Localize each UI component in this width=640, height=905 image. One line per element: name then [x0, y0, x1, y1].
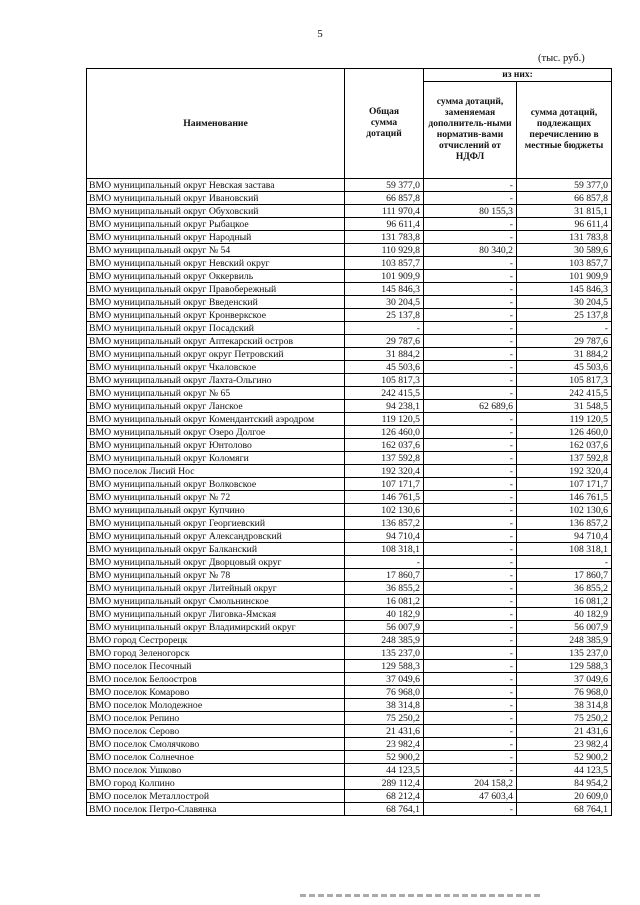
table-row	[87, 673, 612, 686]
row-replaced: 80 155,3	[424, 205, 517, 218]
row-name: ВМО поселок Песочный	[87, 660, 345, 673]
row-total: 135 237,0	[345, 647, 424, 660]
row-total: 105 817,3	[345, 374, 424, 387]
row-transfer: 108 318,1	[517, 543, 612, 556]
table-row	[87, 790, 612, 803]
row-total: 44 123,5	[345, 764, 424, 777]
row-name: ВМО муниципальный округ Лиговка-Ямская	[87, 608, 345, 621]
row-transfer: 66 857,8	[517, 192, 612, 205]
row-replaced: -	[424, 660, 517, 673]
row-name: ВМО муниципальный округ Волковское	[87, 478, 345, 491]
row-replaced: -	[424, 608, 517, 621]
row-transfer: 103 857,7	[517, 257, 612, 270]
row-total: 76 968,0	[345, 686, 424, 699]
row-replaced: -	[424, 465, 517, 478]
row-name: ВМО муниципальный округ Чкаловское	[87, 361, 345, 374]
row-name: ВМО город Зеленогорск	[87, 647, 345, 660]
table-row	[87, 582, 612, 595]
row-name: ВМО поселок Смолячково	[87, 738, 345, 751]
row-name: ВМО поселок Лисий Нос	[87, 465, 345, 478]
row-name: ВМО поселок Солнечное	[87, 751, 345, 764]
table-row	[87, 725, 612, 738]
table-row	[87, 647, 612, 660]
row-replaced: -	[424, 231, 517, 244]
row-transfer: 23 982,4	[517, 738, 612, 751]
row-replaced: -	[424, 309, 517, 322]
row-name: ВМО муниципальный округ Смольнинское	[87, 595, 345, 608]
row-replaced: -	[424, 413, 517, 426]
table-row	[87, 244, 612, 257]
row-total: 25 137,8	[345, 309, 424, 322]
row-transfer: 44 123,5	[517, 764, 612, 777]
table-row	[87, 569, 612, 582]
row-total: 45 503,6	[345, 361, 424, 374]
row-total: 131 783,8	[345, 231, 424, 244]
row-transfer: 146 761,5	[517, 491, 612, 504]
row-replaced: -	[424, 673, 517, 686]
row-transfer: 94 710,4	[517, 530, 612, 543]
row-name: ВМО муниципальный округ Введенский	[87, 296, 345, 309]
row-transfer: 56 007,9	[517, 621, 612, 634]
row-name: ВМО поселок Металлострой	[87, 790, 345, 803]
table-row	[87, 530, 612, 543]
row-replaced: 62 689,6	[424, 400, 517, 413]
table-row	[87, 478, 612, 491]
row-transfer: 30 589,6	[517, 244, 612, 257]
row-name: ВМО поселок Серово	[87, 725, 345, 738]
row-name: ВМО муниципальный округ № 78	[87, 569, 345, 582]
row-total: 137 592,8	[345, 452, 424, 465]
row-total: 30 204,5	[345, 296, 424, 309]
row-total: 119 120,5	[345, 413, 424, 426]
table-row	[87, 764, 612, 777]
row-total: 289 112,4	[345, 777, 424, 790]
row-name: ВМО муниципальный округ округ Петровский	[87, 348, 345, 361]
row-replaced: -	[424, 621, 517, 634]
table-row	[87, 491, 612, 504]
row-transfer: 119 120,5	[517, 413, 612, 426]
row-replaced: -	[424, 686, 517, 699]
row-transfer: 16 081,2	[517, 595, 612, 608]
table-row	[87, 231, 612, 244]
row-total: 36 855,2	[345, 582, 424, 595]
row-replaced: -	[424, 738, 517, 751]
row-total: 110 929,8	[345, 244, 424, 257]
row-total: 31 884,2	[345, 348, 424, 361]
row-replaced: -	[424, 322, 517, 335]
row-total: 242 415,5	[345, 387, 424, 400]
table-row	[87, 465, 612, 478]
row-total: 66 857,8	[345, 192, 424, 205]
row-total: 102 130,6	[345, 504, 424, 517]
row-transfer: 45 503,6	[517, 361, 612, 374]
table-row	[87, 556, 612, 569]
row-replaced: -	[424, 764, 517, 777]
row-replaced: -	[424, 348, 517, 361]
table-row	[87, 712, 612, 725]
table-row	[87, 621, 612, 634]
row-name: ВМО поселок Петро-Славянка	[87, 803, 345, 816]
row-replaced: -	[424, 543, 517, 556]
row-replaced: -	[424, 504, 517, 517]
row-replaced: 80 340,2	[424, 244, 517, 257]
row-name: ВМО муниципальный округ Купчино	[87, 504, 345, 517]
row-total: 59 377,0	[345, 179, 424, 192]
row-replaced: -	[424, 335, 517, 348]
row-name: ВМО город Сестрорецк	[87, 634, 345, 647]
row-total: 21 431,6	[345, 725, 424, 738]
row-name: ВМО муниципальный округ Лахта-Ольгино	[87, 374, 345, 387]
row-replaced: -	[424, 530, 517, 543]
table-row	[87, 413, 612, 426]
table-row	[87, 374, 612, 387]
row-transfer: 25 137,8	[517, 309, 612, 322]
table-row	[87, 504, 612, 517]
row-total: -	[345, 556, 424, 569]
row-total: 145 846,3	[345, 283, 424, 296]
table-row	[87, 699, 612, 712]
row-name: ВМО муниципальный округ Обуховский	[87, 205, 345, 218]
table-row	[87, 660, 612, 673]
row-total: 40 182,9	[345, 608, 424, 621]
row-transfer: 137 592,8	[517, 452, 612, 465]
row-transfer: 21 431,6	[517, 725, 612, 738]
table-row	[87, 309, 612, 322]
row-name: ВМО муниципальный округ Владимирский округ	[87, 621, 345, 634]
table-row	[87, 387, 612, 400]
row-name: ВМО муниципальный округ Ивановский	[87, 192, 345, 205]
row-replaced: -	[424, 257, 517, 270]
row-name: ВМО муниципальный округ Ланское	[87, 400, 345, 413]
row-transfer: 96 611,4	[517, 218, 612, 231]
row-total: 103 857,7	[345, 257, 424, 270]
row-replaced: -	[424, 283, 517, 296]
row-total: 146 761,5	[345, 491, 424, 504]
row-name: ВМО поселок Репино	[87, 712, 345, 725]
table-row	[87, 283, 612, 296]
row-total: 68 764,1	[345, 803, 424, 816]
row-transfer: 126 460,0	[517, 426, 612, 439]
table-row	[87, 322, 612, 335]
row-replaced: -	[424, 556, 517, 569]
table-row	[87, 270, 612, 283]
row-total: 37 049,6	[345, 673, 424, 686]
header-of-which: из них:	[424, 69, 612, 82]
table-row	[87, 634, 612, 647]
row-transfer: 40 182,9	[517, 608, 612, 621]
row-transfer: -	[517, 556, 612, 569]
row-replaced: -	[424, 296, 517, 309]
subsidies-table	[86, 68, 612, 816]
row-replaced: -	[424, 725, 517, 738]
row-replaced: -	[424, 712, 517, 725]
table-row	[87, 517, 612, 530]
row-transfer: 37 049,6	[517, 673, 612, 686]
row-name: ВМО муниципальный округ № 65	[87, 387, 345, 400]
table-row	[87, 439, 612, 452]
row-total: 248 385,9	[345, 634, 424, 647]
row-total: 68 212,4	[345, 790, 424, 803]
table-row	[87, 205, 612, 218]
row-name: ВМО муниципальный округ Озеро Долгое	[87, 426, 345, 439]
row-name: ВМО муниципальный округ Невский округ	[87, 257, 345, 270]
row-replaced: -	[424, 270, 517, 283]
row-replaced: -	[424, 803, 517, 816]
row-replaced: -	[424, 478, 517, 491]
row-total: 136 857,2	[345, 517, 424, 530]
header-transfer: сумма дотаций, подлежащих перечислению в местные бюджеты	[517, 82, 612, 179]
row-transfer: 20 609,0	[517, 790, 612, 803]
header-name: Наименование	[87, 69, 345, 179]
row-replaced: -	[424, 647, 517, 660]
row-transfer: 135 237,0	[517, 647, 612, 660]
row-transfer: 102 130,6	[517, 504, 612, 517]
table-row	[87, 452, 612, 465]
row-name: ВМО поселок Молодежное	[87, 699, 345, 712]
row-transfer: 38 314,8	[517, 699, 612, 712]
row-total: -	[345, 322, 424, 335]
table-row	[87, 192, 612, 205]
table-row	[87, 738, 612, 751]
row-replaced: -	[424, 439, 517, 452]
row-replaced: -	[424, 517, 517, 530]
footer-mark	[300, 894, 540, 897]
table-row	[87, 218, 612, 231]
row-transfer: 52 900,2	[517, 751, 612, 764]
row-name: ВМО муниципальный округ Александровский	[87, 530, 345, 543]
units-label: (тыс. руб.)	[538, 53, 585, 64]
row-name: ВМО муниципальный округ Георгиевский	[87, 517, 345, 530]
row-transfer: 31 548,5	[517, 400, 612, 413]
table-row	[87, 686, 612, 699]
row-transfer: 84 954,2	[517, 777, 612, 790]
row-replaced: -	[424, 491, 517, 504]
row-replaced: -	[424, 179, 517, 192]
row-total: 17 860,7	[345, 569, 424, 582]
row-name: ВМО муниципальный округ Балканский	[87, 543, 345, 556]
row-name: ВМО муниципальный округ Комендантский аэродром	[87, 413, 345, 426]
row-transfer: 17 860,7	[517, 569, 612, 582]
table-row	[87, 348, 612, 361]
row-replaced: -	[424, 595, 517, 608]
row-replaced: -	[424, 361, 517, 374]
table-row	[87, 803, 612, 816]
table-row	[87, 257, 612, 270]
row-name: ВМО муниципальный округ Оккервиль	[87, 270, 345, 283]
row-transfer: 107 171,7	[517, 478, 612, 491]
row-total: 29 787,6	[345, 335, 424, 348]
row-name: ВМО муниципальный округ Посадский	[87, 322, 345, 335]
row-transfer: 145 846,3	[517, 283, 612, 296]
row-total: 75 250,2	[345, 712, 424, 725]
row-transfer: 68 764,1	[517, 803, 612, 816]
row-transfer: -	[517, 322, 612, 335]
row-name: ВМО город Колпино	[87, 777, 345, 790]
row-total: 111 970,4	[345, 205, 424, 218]
row-replaced: -	[424, 452, 517, 465]
row-total: 94 238,1	[345, 400, 424, 413]
row-transfer: 30 204,5	[517, 296, 612, 309]
row-transfer: 31 815,1	[517, 205, 612, 218]
row-total: 94 710,4	[345, 530, 424, 543]
row-total: 129 588,3	[345, 660, 424, 673]
row-transfer: 105 817,3	[517, 374, 612, 387]
row-transfer: 129 588,3	[517, 660, 612, 673]
row-total: 126 460,0	[345, 426, 424, 439]
row-name: ВМО муниципальный округ Коломяги	[87, 452, 345, 465]
row-transfer: 136 857,2	[517, 517, 612, 530]
table-row	[87, 426, 612, 439]
row-name: ВМО муниципальный округ Кронверкское	[87, 309, 345, 322]
row-transfer: 76 968,0	[517, 686, 612, 699]
row-total: 56 007,9	[345, 621, 424, 634]
row-total: 52 900,2	[345, 751, 424, 764]
row-transfer: 59 377,0	[517, 179, 612, 192]
row-name: ВМО поселок Комарово	[87, 686, 345, 699]
row-total: 16 081,2	[345, 595, 424, 608]
row-transfer: 29 787,6	[517, 335, 612, 348]
table-row	[87, 335, 612, 348]
row-name: ВМО муниципальный округ Правобережный	[87, 283, 345, 296]
table-row	[87, 400, 612, 413]
table-row	[87, 296, 612, 309]
row-total: 96 611,4	[345, 218, 424, 231]
row-name: ВМО муниципальный округ № 72	[87, 491, 345, 504]
row-replaced: -	[424, 426, 517, 439]
row-transfer: 248 385,9	[517, 634, 612, 647]
table-row	[87, 751, 612, 764]
table-row	[87, 777, 612, 790]
row-transfer: 192 320,4	[517, 465, 612, 478]
row-total: 38 314,8	[345, 699, 424, 712]
row-name: ВМО поселок Ушково	[87, 764, 345, 777]
table-body	[87, 179, 612, 816]
row-replaced: -	[424, 387, 517, 400]
row-name: ВМО муниципальный округ № 54	[87, 244, 345, 257]
row-replaced: -	[424, 699, 517, 712]
row-total: 23 982,4	[345, 738, 424, 751]
table-row	[87, 543, 612, 556]
row-total: 162 037,6	[345, 439, 424, 452]
row-replaced: 204 158,2	[424, 777, 517, 790]
row-name: ВМО муниципальный округ Аптекарский остров	[87, 335, 345, 348]
row-replaced: -	[424, 582, 517, 595]
row-replaced: 47 603,4	[424, 790, 517, 803]
row-name: ВМО муниципальный округ Народный	[87, 231, 345, 244]
row-transfer: 242 415,5	[517, 387, 612, 400]
table-row	[87, 361, 612, 374]
row-replaced: -	[424, 374, 517, 387]
row-name: ВМО муниципальный округ Дворцовый округ	[87, 556, 345, 569]
table-row	[87, 179, 612, 192]
row-transfer: 31 884,2	[517, 348, 612, 361]
row-replaced: -	[424, 218, 517, 231]
table-row	[87, 595, 612, 608]
row-replaced: -	[424, 192, 517, 205]
row-total: 101 909,9	[345, 270, 424, 283]
row-name: ВМО муниципальный округ Юнтолово	[87, 439, 345, 452]
header-total: Общая сумма дотаций	[345, 69, 424, 179]
row-transfer: 131 783,8	[517, 231, 612, 244]
row-transfer: 162 037,6	[517, 439, 612, 452]
row-total: 108 318,1	[345, 543, 424, 556]
row-replaced: -	[424, 569, 517, 582]
row-replaced: -	[424, 751, 517, 764]
row-transfer: 36 855,2	[517, 582, 612, 595]
page-number: 5	[317, 28, 323, 40]
row-total: 107 171,7	[345, 478, 424, 491]
row-name: ВМО муниципальный округ Литейный округ	[87, 582, 345, 595]
row-name: ВМО поселок Белоостров	[87, 673, 345, 686]
row-transfer: 75 250,2	[517, 712, 612, 725]
row-transfer: 101 909,9	[517, 270, 612, 283]
table-row	[87, 608, 612, 621]
row-total: 192 320,4	[345, 465, 424, 478]
header-replaced: сумма дотаций, заменяемая дополнитель-ными норматив-вами отчислений от НДФЛ	[424, 82, 517, 179]
row-replaced: -	[424, 634, 517, 647]
row-name: ВМО муниципальный округ Рыбацкое	[87, 218, 345, 231]
row-name: ВМО муниципальный округ Невская застава	[87, 179, 345, 192]
